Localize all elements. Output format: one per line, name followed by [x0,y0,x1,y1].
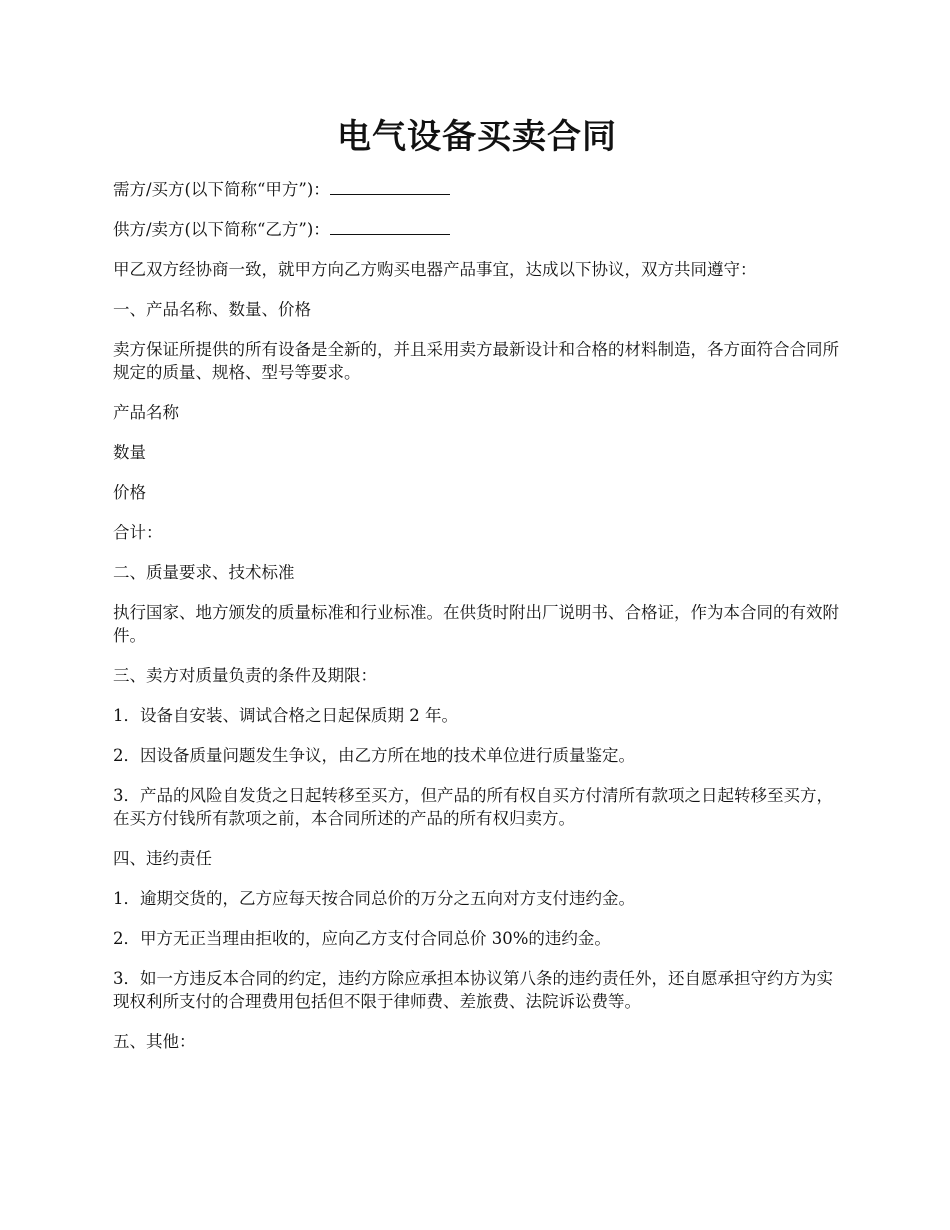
field-total: 合计： [113,523,163,542]
section3-heading: 三、卖方对质量负责的条件及期限： [113,666,377,685]
section2-paragraph: 执行国家、地方颁发的质量标准和行业标准。在供货时附出厂说明书、合格证，作为本合同的有效附件。 [113,603,839,645]
section3-item-2: 2．因设备质量问题发生争议，由乙方所在地的技术单位进行质量鉴定。 [113,746,635,765]
field-price: 价格 [113,483,146,502]
intro-paragraph: 甲乙双方经协商一致，就甲方向乙方购买电器产品事宜，达成以下协议，双方共同遵守： [113,260,757,279]
section4-heading: 四、违约责任 [113,849,212,868]
section1-heading: 一、产品名称、数量、价格 [113,300,311,319]
field-product-name: 产品名称 [113,403,179,422]
section4-item-3: 3．如一方违反本合同的约定，违约方除应承担本协议第八条的违约责任外，还自愿承担守约方为实现权利所支付的合理费用包括但不限于律师费、差旅费、法院诉讼费等。 [113,969,833,1011]
section4-item-1: 1．逾期交货的，乙方应每天按合同总价的万分之五向对方支付违约金。 [113,889,635,908]
buyer-label: 需方/买方(以下简称“甲方”)： [113,180,330,199]
seller-line [113,218,841,241]
section3-item-1: 1．设备自安装、调试合格之日起保质期 2 年。 [113,706,458,725]
section5-heading: 五、其他： [113,1032,196,1051]
section1-paragraph: 卖方保证所提供的所有设备是全新的，并且采用卖方最新设计和合格的材料制造，各方面符合合同所规定的质量、规格、型号等要求。 [113,340,839,382]
document-title: 电气设备买卖合同 [337,117,617,157]
section2-heading: 二、质量要求、技术标准 [113,563,295,582]
seller-label: 供方/卖方(以下简称“乙方”)： [113,220,330,239]
section4-item-2: 2．甲方无正当理由拒收的，应向乙方支付合同总价 30%的违约金。 [113,929,611,948]
buyer-blank-field [330,178,450,195]
field-quantity: 数量 [113,443,146,462]
document-body [113,110,841,1070]
section3-item-3: 3．产品的风险自发货之日起转移至买方，但产品的所有权自买方付清所有款项之日起转移至买方，在买方付钱所有款项之前，本合同所述的产品的所有权归卖方。 [113,786,833,828]
seller-blank-field [330,218,450,235]
buyer-line [113,178,841,201]
